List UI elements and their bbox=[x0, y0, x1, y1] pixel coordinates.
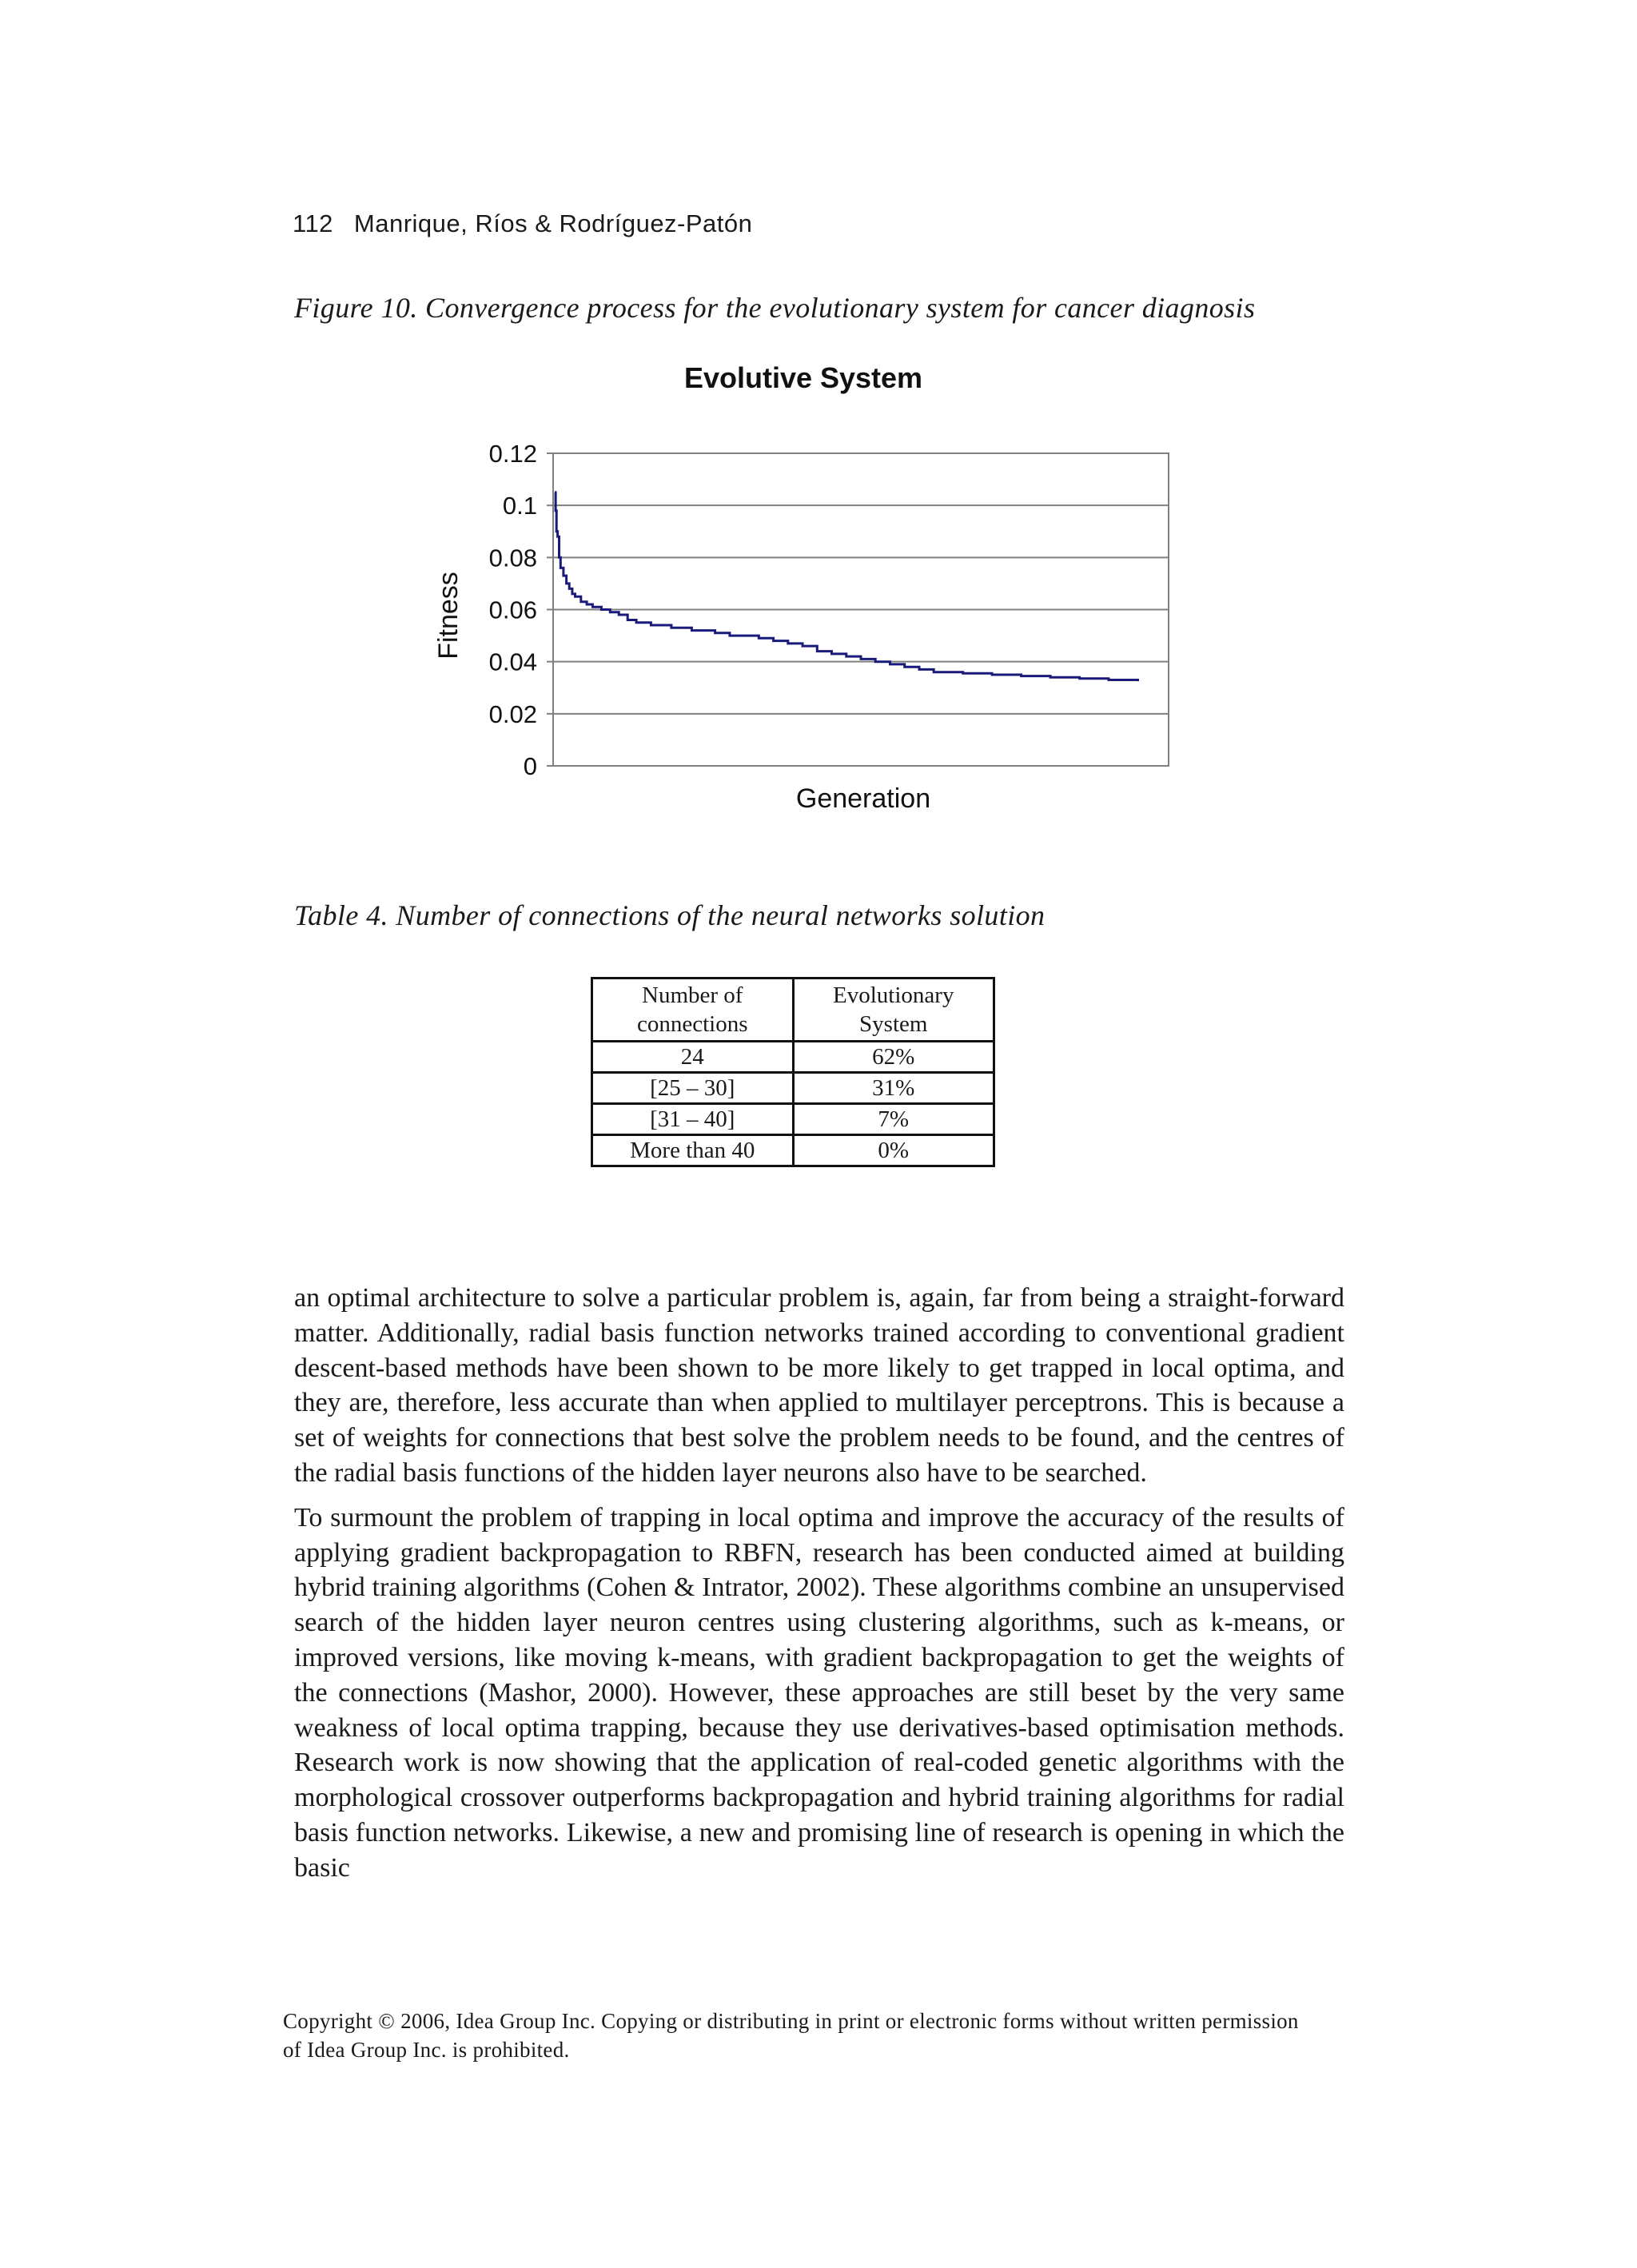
table-cell: [25 – 30] bbox=[592, 1073, 794, 1104]
fitness-chart bbox=[416, 344, 1215, 823]
table-row bbox=[592, 1073, 994, 1104]
table-cell: More than 40 bbox=[592, 1135, 794, 1166]
copyright-notice: Copyright © 2006, Idea Group Inc. Copying or distributing in print or electronic forms without written permission of Idea Group Inc. is prohibited. bbox=[283, 2009, 1299, 2062]
authors: Manrique, Ríos & Rodríguez-Patón bbox=[353, 209, 753, 237]
y-tick-label: 0.06 bbox=[488, 596, 537, 624]
chart-title: Evolutive System bbox=[683, 361, 923, 394]
table-cell: 31% bbox=[793, 1073, 994, 1104]
connections-table bbox=[591, 977, 995, 1167]
column-header-evolutionary: Evolutionary System bbox=[793, 979, 994, 1042]
y-axis-label: Fitness bbox=[433, 572, 464, 660]
table-row bbox=[592, 1042, 994, 1073]
table-caption: Table 4. Number of connections of the neural networks solution bbox=[294, 899, 1046, 931]
column-header-connections: Number of connections bbox=[592, 979, 794, 1042]
table-row bbox=[592, 1104, 994, 1135]
body-text bbox=[294, 1281, 1344, 1895]
page-number: 112 bbox=[293, 209, 333, 237]
y-tick-label: 0.08 bbox=[488, 544, 537, 572]
table-cell: 7% bbox=[793, 1104, 994, 1135]
fitness-series-line bbox=[555, 492, 1138, 681]
body-paragraph: To surmount the problem of trapping in local optima and improve the accuracy of the results of applying gradient backpropagation to RBFN, research has been conducted aimed at building hybrid training algorithms (Cohen & Intrator, 2002). These algorithms combine an unsupervised search of the hidden layer neuron centres using clustering algorithms, such as k-means, or improved versions, like moving k-means, with gradient backpropagation to get the weights of the connections (Mashor, 2000). However, these approaches are still beset by the very same weakness of local optima trapping, because they use derivatives-based optimisation methods. Research work is now showing that the application of real-coded genetic algorithms with the morphological crossover outperforms backpropagation and hybrid training algorithms for radial basis function networks. Likewise, a new and promising line of research is opening in which the basic bbox=[294, 1502, 1344, 1883]
table-cell: 24 bbox=[592, 1042, 794, 1073]
figure-caption: Figure 10. Convergence process for the evolutionary system for cancer diagnosis bbox=[294, 292, 1256, 324]
y-tick-label: 0.1 bbox=[502, 492, 537, 520]
y-tick-label: 0.12 bbox=[488, 440, 537, 468]
table-cell: 62% bbox=[793, 1042, 994, 1073]
table-header-row bbox=[592, 979, 994, 1042]
body-paragraph: an optimal architecture to solve a particular problem is, again, far from being a straight-forward matter. Additionally, radial basis function networks trained according to conventional gradient descent-based methods have been shown to be more likely to get trapped in local optima, and they are, therefore, less accurate than when applied to multilayer perceptrons. This is because a set of weights for connections that best solve the problem needs to be found, and the centres of the radial basis functions of the hidden layer neurons also have to be searched. bbox=[294, 1283, 1344, 1488]
table-cell: [31 – 40] bbox=[592, 1104, 794, 1135]
table-row bbox=[592, 1135, 994, 1166]
y-tick-label: 0 bbox=[523, 752, 537, 780]
y-tick-label: 0.04 bbox=[488, 648, 537, 676]
y-tick-label: 0.02 bbox=[488, 700, 537, 728]
x-axis-label: Generation bbox=[795, 783, 931, 814]
running-head bbox=[293, 209, 752, 238]
table-cell: 0% bbox=[793, 1135, 994, 1166]
